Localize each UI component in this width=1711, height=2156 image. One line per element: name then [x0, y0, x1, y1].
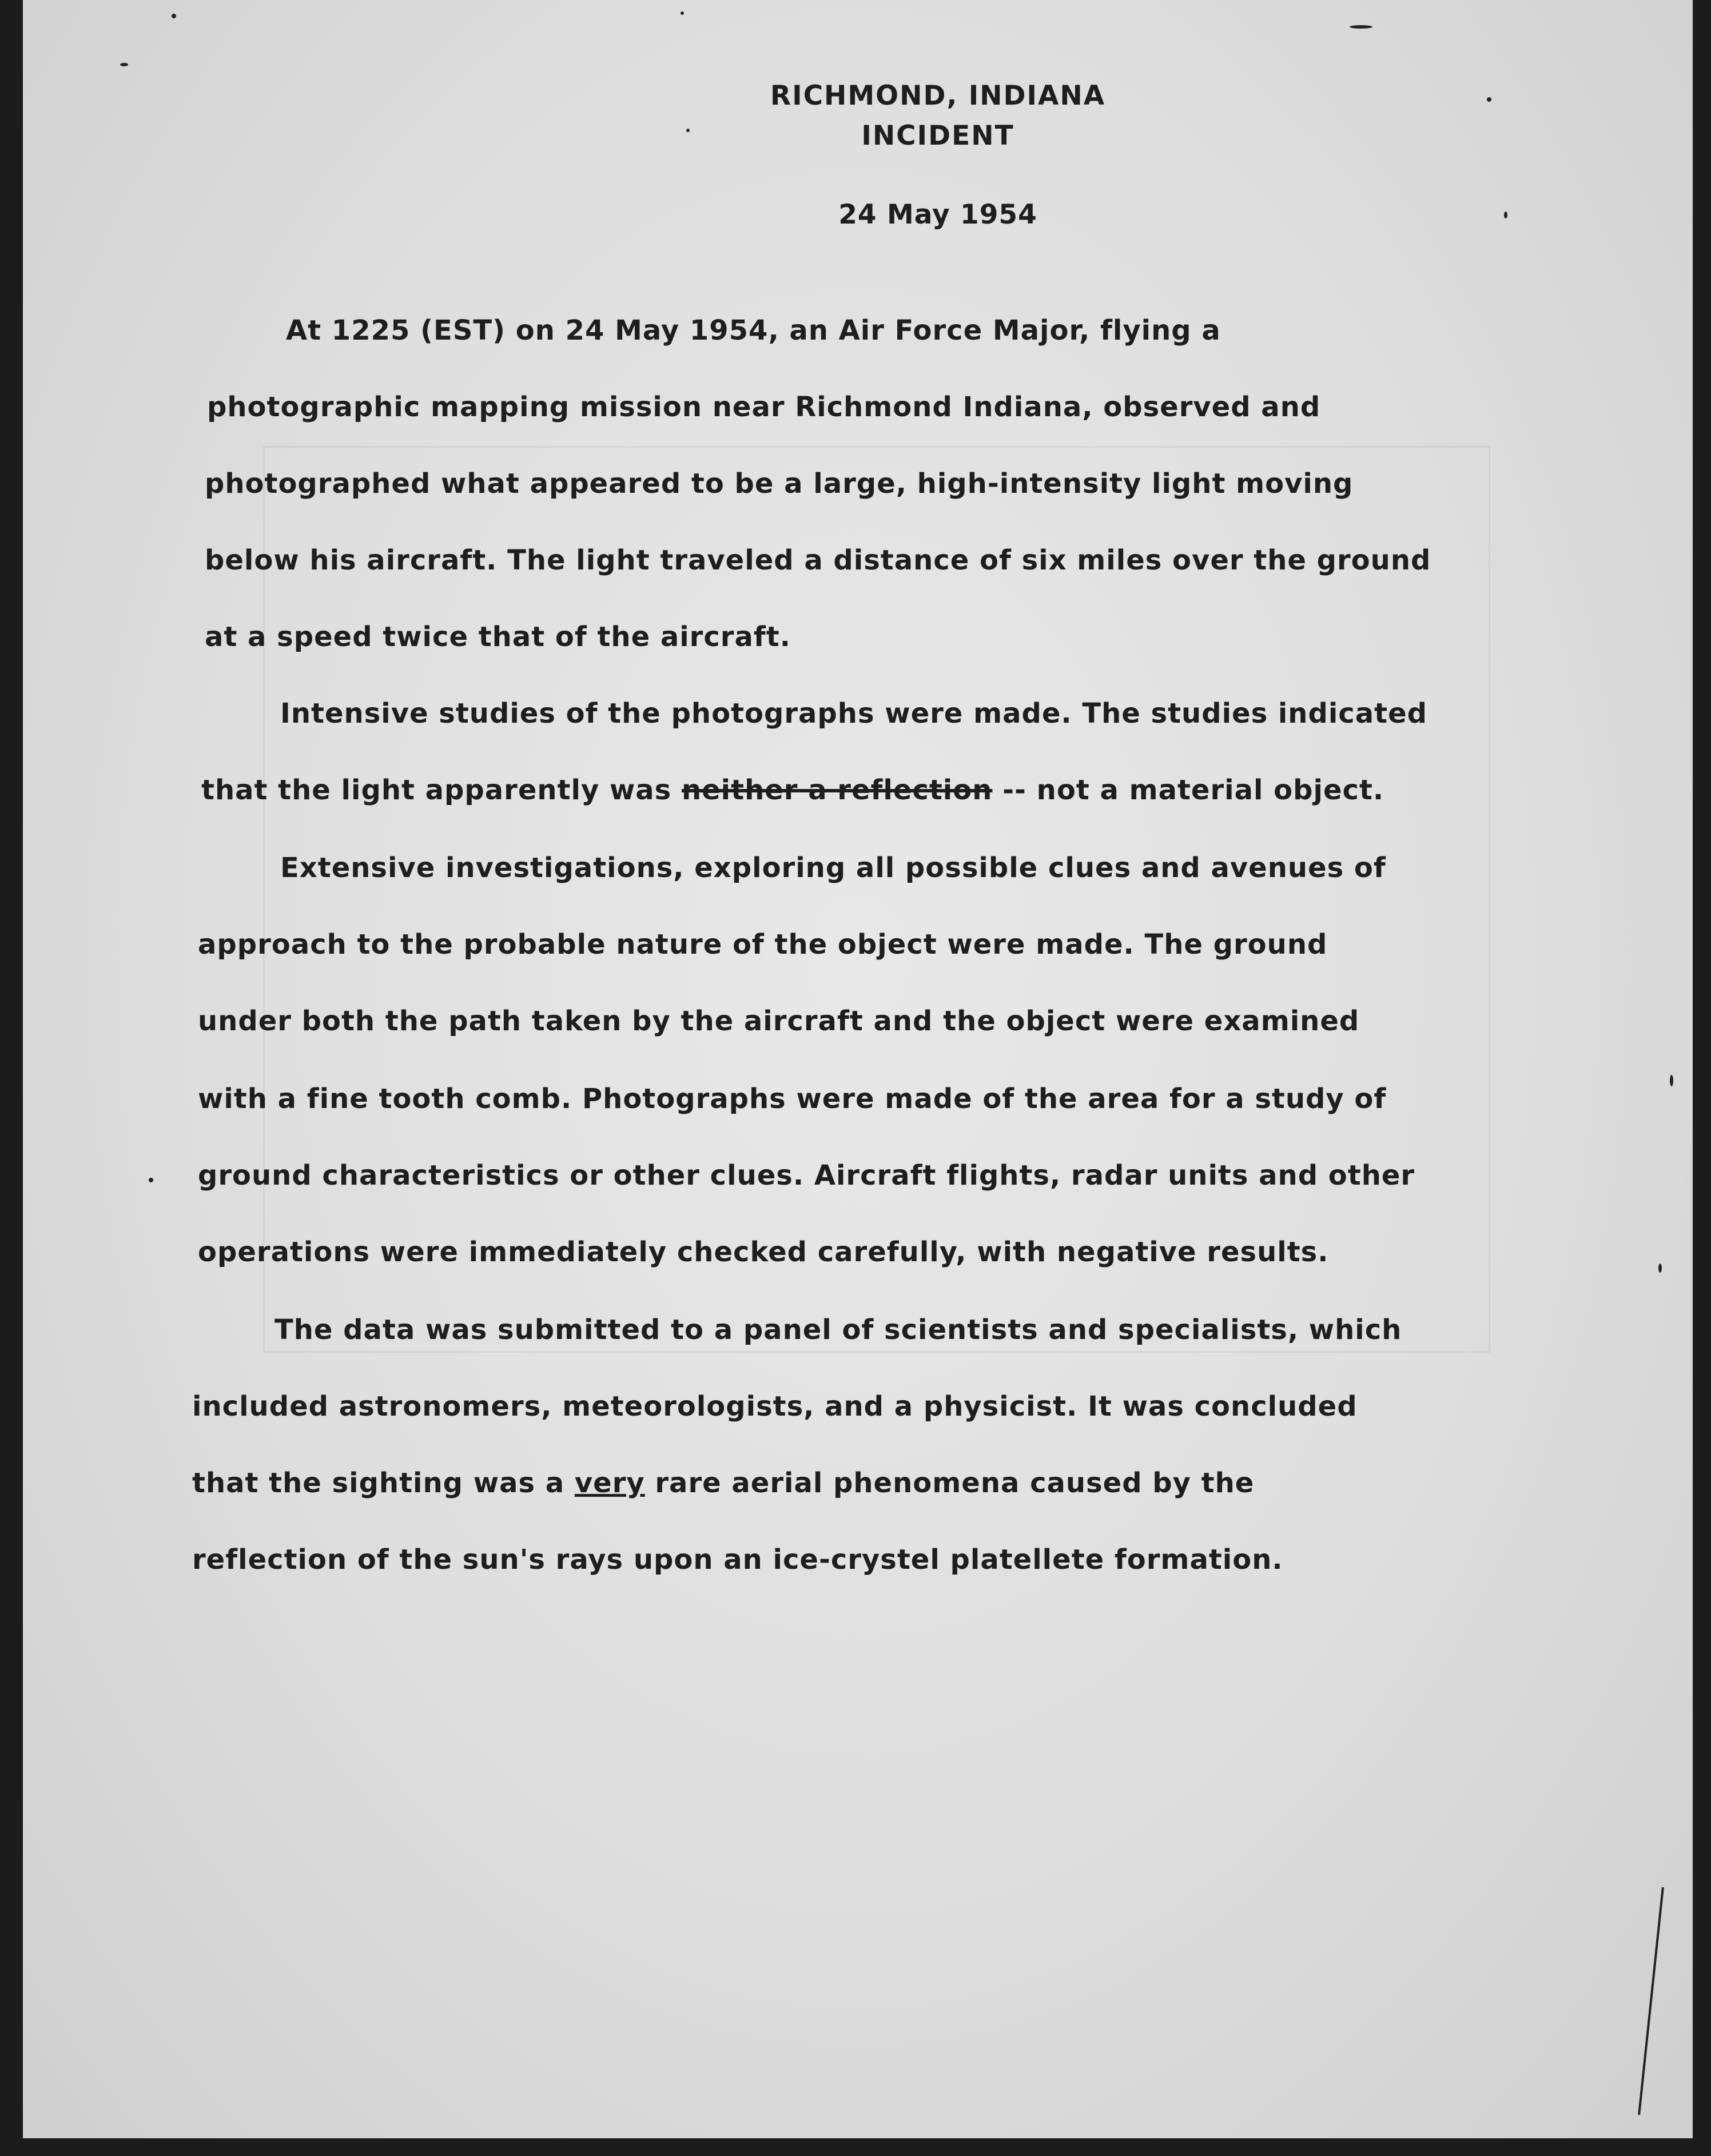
scan-speck	[681, 11, 684, 15]
scan-speck	[149, 1178, 153, 1182]
document-body	[23, 0, 1693, 2138]
p4-line-4: reflection of the sun's rays upon an ice-crystel platellete formation.	[192, 1544, 1283, 1576]
p1-line-1: At 1225 (EST) on 24 May 1954, an Air Force Major, flying a	[286, 314, 1221, 346]
p3-line-1: Extensive investigations, exploring all possible clues and avenues of	[280, 852, 1386, 884]
p3-line-2: approach to the probable nature of the object were made. The ground	[198, 928, 1328, 961]
p3-line-6: operations were immediately checked carefully, with negative results.	[198, 1236, 1329, 1268]
p4-line-3-end: rare aerial phenomena caused by the	[644, 1467, 1255, 1499]
scan-speck	[686, 129, 690, 132]
p4-line-1: The data was submitted to a panel of scientists and specialists, which	[274, 1314, 1402, 1346]
scan-speck	[1670, 1075, 1673, 1086]
scan-speck	[1350, 25, 1372, 29]
p1-line-5: at a speed twice that of the aircraft.	[205, 621, 791, 653]
paper-sheet	[23, 0, 1693, 2138]
scan-speck	[172, 14, 176, 18]
title-line-1: RICHMOND, INDIANA	[770, 80, 1106, 111]
scan-speck	[1658, 1264, 1662, 1273]
p1-line-2: photographic mapping mission near Richmond Indiana, observed and	[207, 391, 1321, 423]
scan-speck	[120, 63, 128, 66]
p2-line-2	[201, 773, 1384, 807]
underlined-word: very	[574, 1467, 645, 1499]
scan-speck	[1504, 212, 1507, 218]
p2-line-2-start: that the light apparently was	[201, 774, 682, 806]
p2-line-1: Intensive studies of the photographs were made. The studies indicated	[280, 698, 1427, 730]
p4-line-3-start: that the sighting was a	[192, 1467, 575, 1499]
p1-line-3: photographed what appeared to be a large, high-intensity light moving	[205, 468, 1354, 500]
title-line-2: INCIDENT	[861, 120, 1014, 152]
p4-line-3	[192, 1466, 1254, 1500]
p3-line-5: ground characteristics or other clues. Aircraft flights, radar units and other	[198, 1159, 1415, 1191]
p3-line-4: with a fine tooth comb. Photographs were made of the area for a study of	[198, 1083, 1387, 1115]
p3-line-3: under both the path taken by the aircraft and the object were examined	[198, 1005, 1360, 1037]
scan-speck	[1487, 97, 1491, 102]
p4-line-2: included astronomers, meteorologists, and a physicist. It was concluded	[192, 1390, 1358, 1422]
p1-line-4: below his aircraft. The light traveled a distance of six miles over the ground	[205, 544, 1431, 576]
document-date: 24 May 1954	[838, 199, 1037, 230]
struck-text: neither a reflection	[681, 774, 993, 806]
p2-line-2-end: -- not a material object.	[992, 774, 1384, 806]
